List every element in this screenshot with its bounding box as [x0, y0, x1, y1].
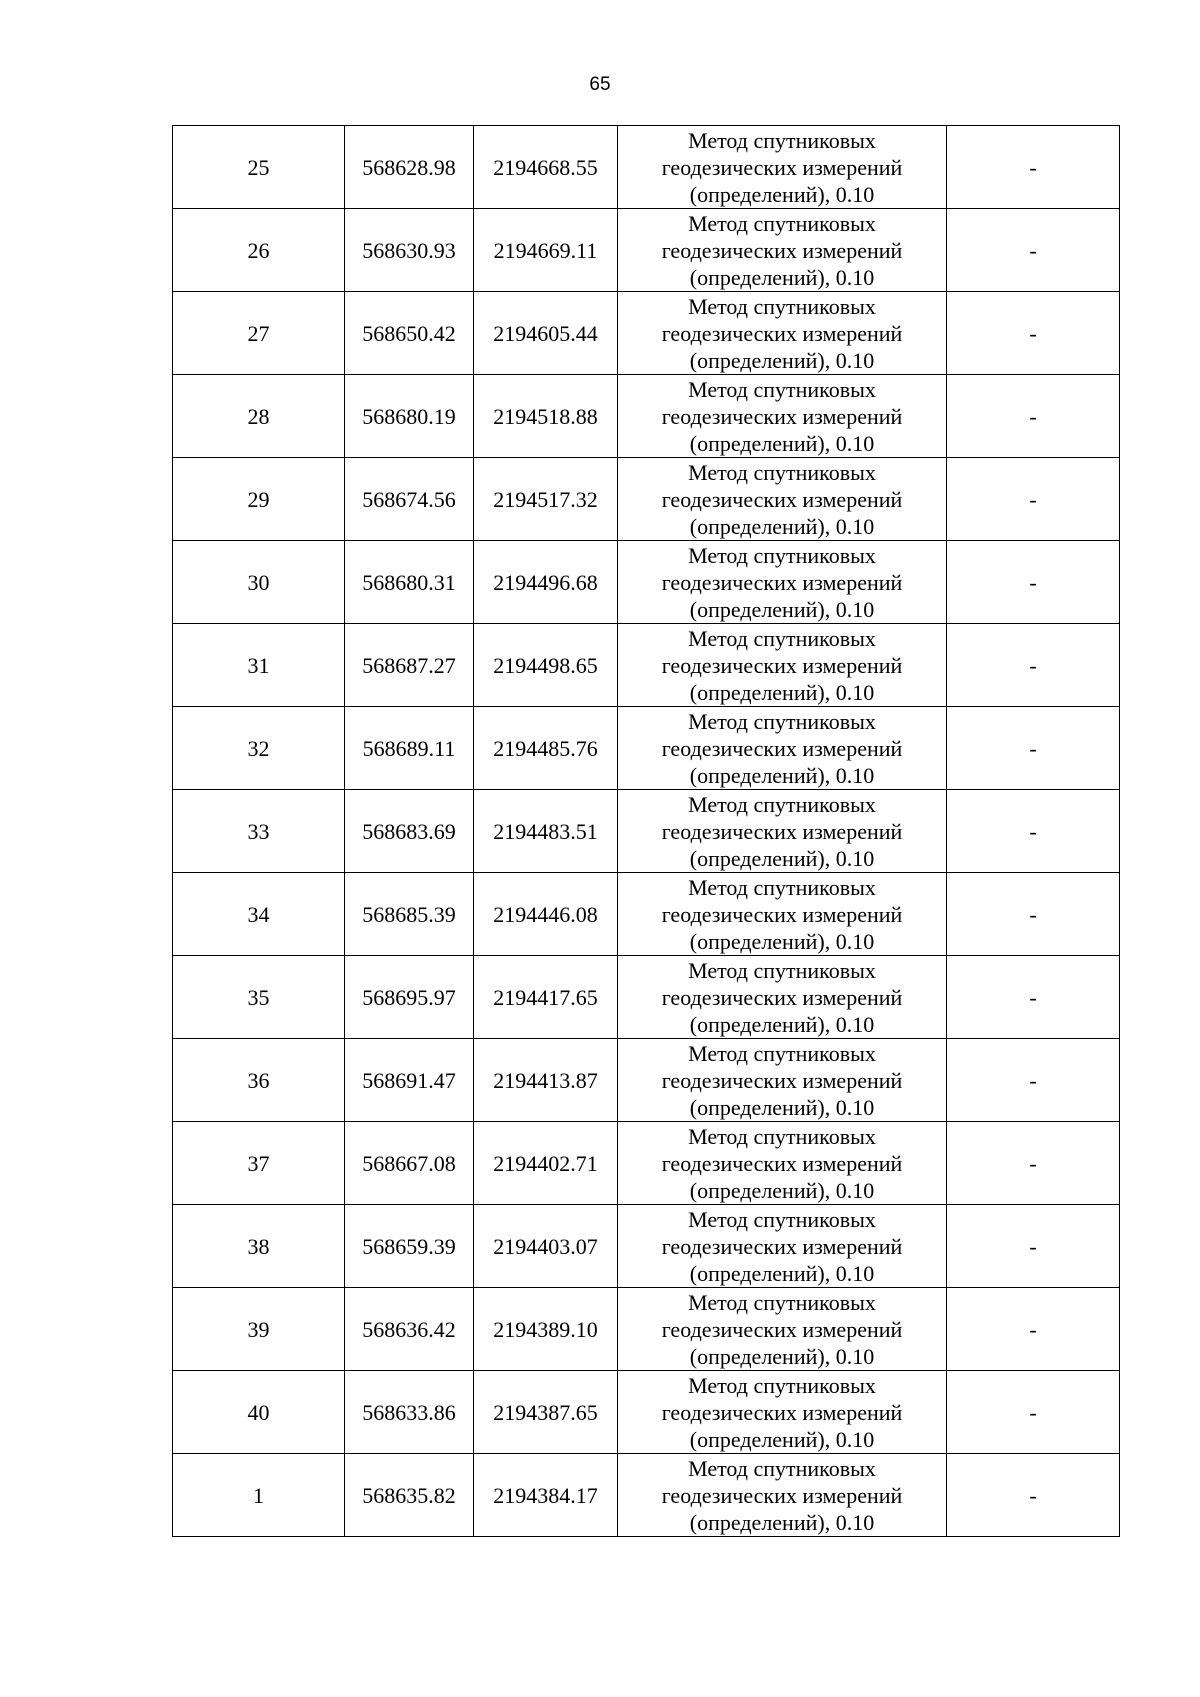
table-row — [173, 790, 1120, 873]
method-text-line: геодезических измерений — [661, 154, 903, 180]
x-coordinate-cell: 568636.42 — [345, 1288, 474, 1371]
x-coordinate-cell: 568650.42 — [345, 292, 474, 375]
method-cell — [618, 624, 947, 707]
method-text-line: геодезических измерений — [661, 1482, 903, 1508]
method-text-line: геодезических измерений — [661, 984, 903, 1010]
method-text-line: Метод спутниковых — [688, 1123, 876, 1149]
method-text-line: Метод спутниковых — [688, 1372, 876, 1398]
point-number-cell: 26 — [173, 209, 345, 292]
note-cell: - — [947, 707, 1120, 790]
point-number-cell: 38 — [173, 1205, 345, 1288]
point-number-cell: 37 — [173, 1122, 345, 1205]
table-row — [173, 209, 1120, 292]
method-cell — [618, 541, 947, 624]
x-coordinate-cell: 568667.08 — [345, 1122, 474, 1205]
table-row — [173, 1122, 1120, 1205]
point-number-cell: 36 — [173, 1039, 345, 1122]
method-text-line: геодезических измерений — [661, 569, 903, 595]
point-number-cell: 33 — [173, 790, 345, 873]
method-text-line: (определений), 0.10 — [689, 1343, 875, 1369]
table-row — [173, 624, 1120, 707]
note-cell: - — [947, 541, 1120, 624]
x-coordinate-cell: 568683.69 — [345, 790, 474, 873]
method-text-line: (определений), 0.10 — [689, 513, 875, 539]
table-row — [173, 1454, 1120, 1537]
x-coordinate-cell: 568691.47 — [345, 1039, 474, 1122]
method-text-line: геодезических измерений — [661, 1150, 903, 1176]
note-cell: - — [947, 126, 1120, 209]
method-cell — [618, 126, 947, 209]
y-coordinate-cell: 2194517.32 — [474, 458, 618, 541]
method-cell — [618, 292, 947, 375]
y-coordinate-cell: 2194446.08 — [474, 873, 618, 956]
method-text-line: геодезических измерений — [661, 1399, 903, 1425]
method-cell — [618, 707, 947, 790]
method-cell — [618, 790, 947, 873]
method-cell — [618, 1288, 947, 1371]
note-cell: - — [947, 1454, 1120, 1537]
note-cell: - — [947, 375, 1120, 458]
method-text-line: Метод спутниковых — [688, 542, 876, 568]
note-cell: - — [947, 292, 1120, 375]
y-coordinate-cell: 2194417.65 — [474, 956, 618, 1039]
method-cell — [618, 1122, 947, 1205]
point-number-cell: 40 — [173, 1371, 345, 1454]
coordinates-table-body — [173, 126, 1120, 1537]
method-text-line: (определений), 0.10 — [689, 679, 875, 705]
method-cell — [618, 375, 947, 458]
x-coordinate-cell: 568635.82 — [345, 1454, 474, 1537]
method-text-line: Метод спутниковых — [688, 1206, 876, 1232]
page-number: 65 — [589, 74, 611, 95]
table-row — [173, 292, 1120, 375]
x-coordinate-cell: 568695.97 — [345, 956, 474, 1039]
method-text-line: Метод спутниковых — [688, 459, 876, 485]
table-row — [173, 458, 1120, 541]
method-text-line: (определений), 0.10 — [689, 264, 875, 290]
y-coordinate-cell: 2194669.11 — [474, 209, 618, 292]
point-number-cell: 29 — [173, 458, 345, 541]
method-text-line: Метод спутниковых — [688, 293, 876, 319]
note-cell: - — [947, 624, 1120, 707]
y-coordinate-cell: 2194403.07 — [474, 1205, 618, 1288]
point-number-cell: 32 — [173, 707, 345, 790]
y-coordinate-cell: 2194518.88 — [474, 375, 618, 458]
method-text-line: геодезических измерений — [661, 486, 903, 512]
method-text-line: геодезических измерений — [661, 320, 903, 346]
method-text-line: Метод спутниковых — [688, 1455, 876, 1481]
x-coordinate-cell: 568680.31 — [345, 541, 474, 624]
point-number-cell: 25 — [173, 126, 345, 209]
point-number-cell: 1 — [173, 1454, 345, 1537]
note-cell: - — [947, 1288, 1120, 1371]
method-text-line: геодезических измерений — [661, 1316, 903, 1342]
x-coordinate-cell: 568687.27 — [345, 624, 474, 707]
table-row — [173, 1288, 1120, 1371]
method-text-line: (определений), 0.10 — [689, 845, 875, 871]
method-text-line: (определений), 0.10 — [689, 1094, 875, 1120]
x-coordinate-cell: 568674.56 — [345, 458, 474, 541]
method-text-line: (определений), 0.10 — [689, 928, 875, 954]
x-coordinate-cell: 568659.39 — [345, 1205, 474, 1288]
y-coordinate-cell: 2194498.65 — [474, 624, 618, 707]
method-text-line: Метод спутниковых — [688, 625, 876, 651]
x-coordinate-cell: 568680.19 — [345, 375, 474, 458]
table-row — [173, 707, 1120, 790]
table-row — [173, 375, 1120, 458]
method-text-line: геодезических измерений — [661, 1067, 903, 1093]
y-coordinate-cell: 2194485.76 — [474, 707, 618, 790]
point-number-cell: 35 — [173, 956, 345, 1039]
point-number-cell: 31 — [173, 624, 345, 707]
note-cell: - — [947, 1039, 1120, 1122]
method-text-line: Метод спутниковых — [688, 127, 876, 153]
point-number-cell: 27 — [173, 292, 345, 375]
method-text-line: геодезических измерений — [661, 652, 903, 678]
note-cell: - — [947, 956, 1120, 1039]
method-text-line: Метод спутниковых — [688, 874, 876, 900]
note-cell: - — [947, 873, 1120, 956]
method-cell — [618, 209, 947, 292]
method-text-line: (определений), 0.10 — [689, 1177, 875, 1203]
y-coordinate-cell: 2194668.55 — [474, 126, 618, 209]
table-row — [173, 873, 1120, 956]
method-text-line: геодезических измерений — [661, 403, 903, 429]
point-number-cell: 30 — [173, 541, 345, 624]
method-text-line: геодезических измерений — [661, 901, 903, 927]
y-coordinate-cell: 2194483.51 — [474, 790, 618, 873]
note-cell: - — [947, 1205, 1120, 1288]
x-coordinate-cell: 568628.98 — [345, 126, 474, 209]
note-cell: - — [947, 209, 1120, 292]
table-row — [173, 1205, 1120, 1288]
method-text-line: (определений), 0.10 — [689, 181, 875, 207]
method-text-line: Метод спутниковых — [688, 708, 876, 734]
method-cell — [618, 1454, 947, 1537]
x-coordinate-cell: 568633.86 — [345, 1371, 474, 1454]
method-text-line: геодезических измерений — [661, 237, 903, 263]
x-coordinate-cell: 568685.39 — [345, 873, 474, 956]
method-text-line: Метод спутниковых — [688, 210, 876, 236]
y-coordinate-cell: 2194389.10 — [474, 1288, 618, 1371]
table-row — [173, 1371, 1120, 1454]
method-text-line: геодезических измерений — [661, 735, 903, 761]
table-row — [173, 956, 1120, 1039]
note-cell: - — [947, 1371, 1120, 1454]
note-cell: - — [947, 458, 1120, 541]
y-coordinate-cell: 2194605.44 — [474, 292, 618, 375]
method-text-line: Метод спутниковых — [688, 1289, 876, 1315]
method-cell — [618, 1371, 947, 1454]
method-text-line: геодезических измерений — [661, 818, 903, 844]
method-cell — [618, 1039, 947, 1122]
coordinates-table — [172, 125, 1120, 1537]
method-text-line: (определений), 0.10 — [689, 762, 875, 788]
method-text-line: (определений), 0.10 — [689, 1509, 875, 1535]
method-cell — [618, 956, 947, 1039]
point-number-cell: 39 — [173, 1288, 345, 1371]
method-text-line: Метод спутниковых — [688, 791, 876, 817]
method-text-line: Метод спутниковых — [688, 1040, 876, 1066]
method-text-line: (определений), 0.10 — [689, 596, 875, 622]
method-cell — [618, 873, 947, 956]
point-number-cell: 34 — [173, 873, 345, 956]
method-text-line: (определений), 0.10 — [689, 430, 875, 456]
note-cell: - — [947, 1122, 1120, 1205]
method-text-line: Метод спутниковых — [688, 957, 876, 983]
y-coordinate-cell: 2194387.65 — [474, 1371, 618, 1454]
y-coordinate-cell: 2194402.71 — [474, 1122, 618, 1205]
point-number-cell: 28 — [173, 375, 345, 458]
table-row — [173, 541, 1120, 624]
y-coordinate-cell: 2194496.68 — [474, 541, 618, 624]
method-text-line: (определений), 0.10 — [689, 347, 875, 373]
table-row — [173, 126, 1120, 209]
method-text-line: Метод спутниковых — [688, 376, 876, 402]
method-cell — [618, 1205, 947, 1288]
method-cell — [618, 458, 947, 541]
method-text-line: геодезических измерений — [661, 1233, 903, 1259]
y-coordinate-cell: 2194413.87 — [474, 1039, 618, 1122]
method-text-line: (определений), 0.10 — [689, 1426, 875, 1452]
x-coordinate-cell: 568630.93 — [345, 209, 474, 292]
x-coordinate-cell: 568689.11 — [345, 707, 474, 790]
table-row — [173, 1039, 1120, 1122]
note-cell: - — [947, 790, 1120, 873]
method-text-line: (определений), 0.10 — [689, 1011, 875, 1037]
y-coordinate-cell: 2194384.17 — [474, 1454, 618, 1537]
method-text-line: (определений), 0.10 — [689, 1260, 875, 1286]
